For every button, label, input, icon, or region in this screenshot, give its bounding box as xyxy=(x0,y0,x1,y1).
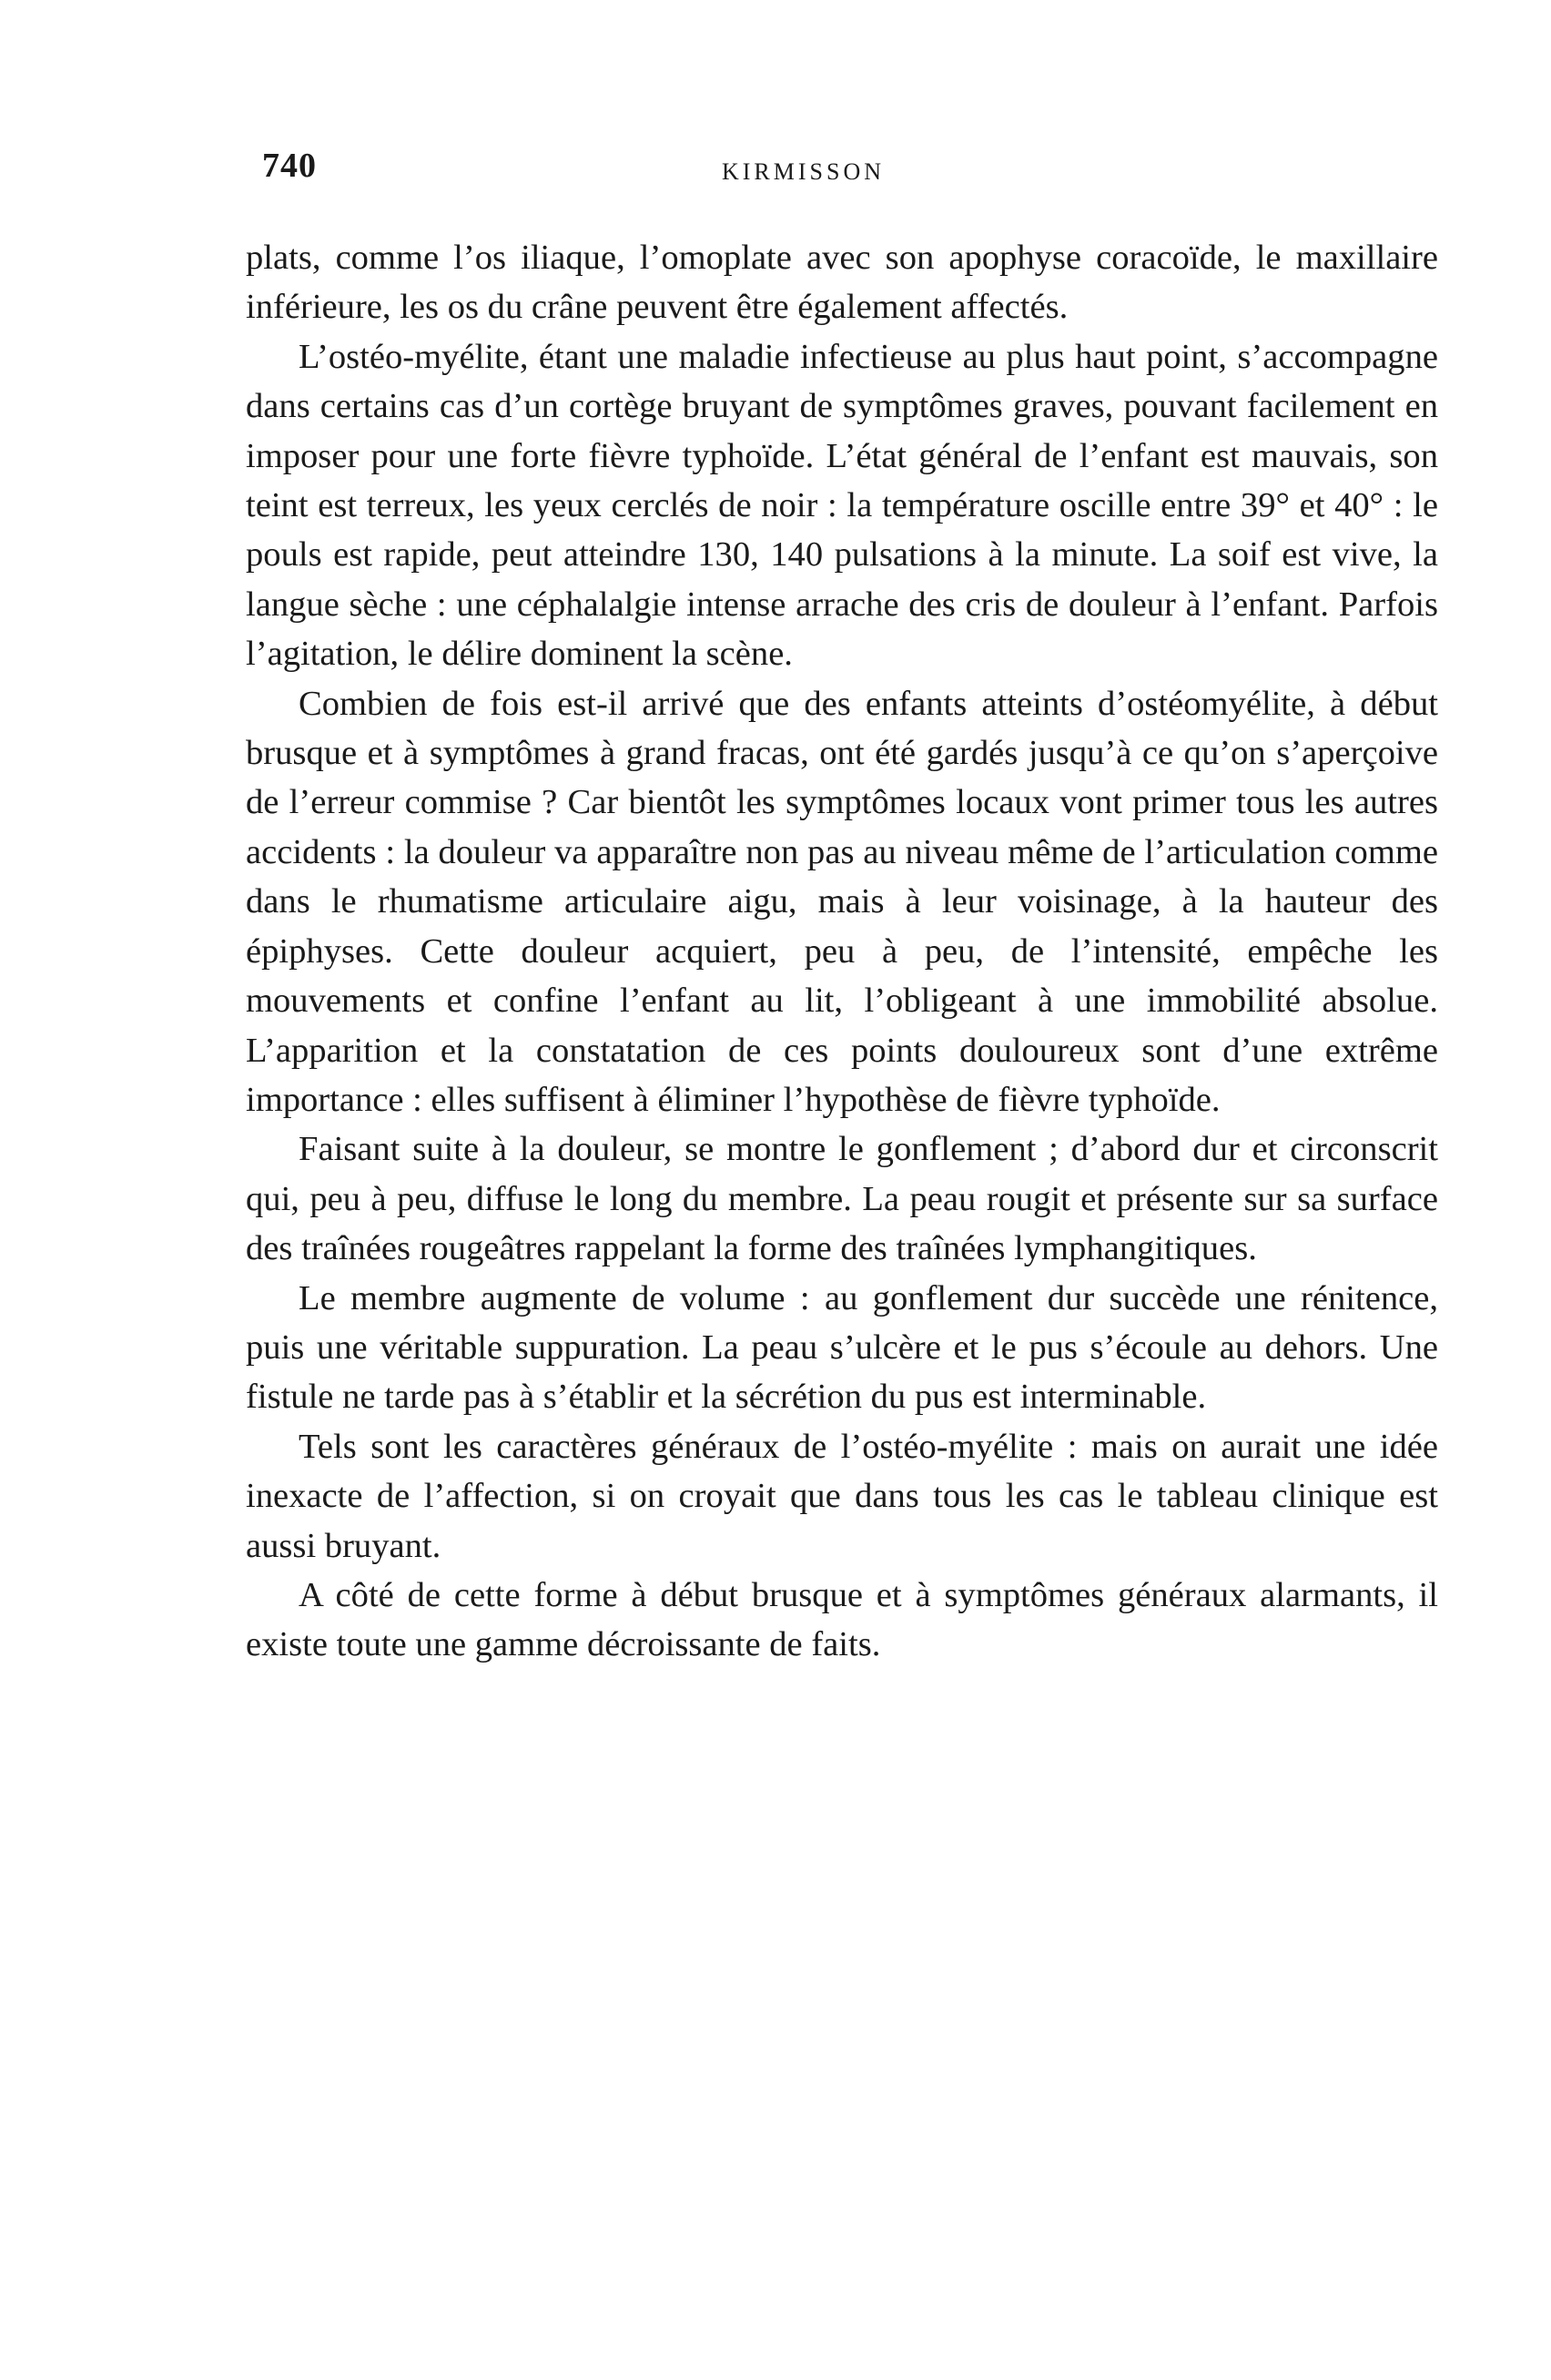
running-head xyxy=(262,146,1427,191)
paragraph-fever: L’ostéo-myélite, étant une maladie infectieuse au plus haut point, s’accompagne dans certains cas d’un cortège bruyant de symptômes graves, pouvant facilement en imposer pour une forte fièvre typhoïde. L’état général de l’enfant est mauvais, son teint est terreux, les yeux cerclés de noir : la température oscille entre 39° et 40° : le pouls est rapide, peut atteindre 130, 140 pulsations à la minute. La soif est vive, la langue sèche : une céphalalgie intense arrache des cris de douleur à l’enfant. Parfois l’agitation, le délire dominent la scène. xyxy=(246,337,1438,674)
body-text xyxy=(246,233,1438,1670)
running-title: KIRMISSON xyxy=(722,158,886,185)
paragraph-general-characters: Tels sont les caractères généraux de l’ostéo-myélite : mais on aurait une idée inexacte de l’affection, si on croyait que dans tous les cas le tableau clinique est aussi bruyant. xyxy=(246,1427,1438,1565)
paragraph-gradation: A côté de cette forme à début brusque et à symptômes généraux alarmants, il existe toute une gamme décroissante de faits. xyxy=(246,1575,1438,1664)
paragraph-local-symptoms: Combien de fois est-il arrivé que des enfants atteints d’ostéomyélite, à début brusque et à symptômes à grand fracas, ont été gardés jusqu’à ce qu’on s’aperçoive de l’erreur commise ? Car bientôt les symptômes locaux vont primer tous les autres accidents : la douleur va apparaître non pas au niveau même de l’articulation comme dans le rhumatisme articulaire aigu, mais à leur voisinage, à la hauteur des épiphyses. Cette douleur acquiert, peu à peu, de l’intensité, empêche les mouvements et confine l’enfant au lit, l’obligeant à une immobilité absolue. L’apparition et la constatation de ces points douloureux sont d’une extrême importance : elles suffisent à éliminer l’hypothèse de fièvre typhoïde. xyxy=(246,684,1438,1119)
page-number: 740 xyxy=(262,147,317,185)
paragraph-continued: plats, comme l’os iliaque, l’omoplate avec son apophyse coracoïde, le maxillaire inférieure, les os du crâne peuvent être également affectés. xyxy=(246,239,1438,327)
paragraph-suppuration: Le membre augmente de volume : au gonflement dur succède une rénitence, puis une véritable suppuration. La peau s’ulcère et le pus s’écoule au dehors. Une fistule ne tarde pas à s’établir et la sécrétion du pus est interminable. xyxy=(246,1278,1438,1417)
paragraph-swelling: Faisant suite à la douleur, se montre le gonflement ; d’abord dur et circonscrit qui, peu à peu, diffuse le long du membre. La peau rougit et présente sur sa surface des traînées rougeâtres rappelant la forme des traînées lymphangitiques. xyxy=(246,1130,1438,1268)
